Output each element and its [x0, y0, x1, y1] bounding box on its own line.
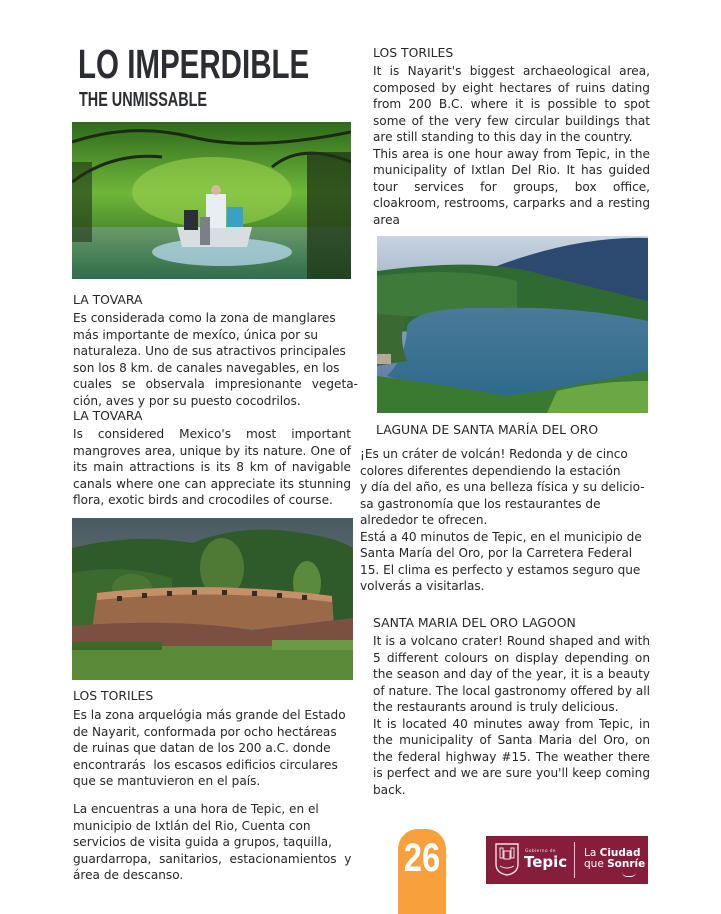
laguna-heading-en: SANTA MARIA DEL ORO LAGOON — [373, 615, 576, 630]
paragraph: It is a volcano crater! Round shaped and with 5 different colours on display depending on the season and day of the year, it is a beauty of nature. The local gastronomy offered by all the restaurants around is truly delicious. — [373, 634, 650, 714]
text-line: que se mantuvieron en el país. — [73, 774, 261, 788]
slogan-part: La — [584, 847, 600, 859]
crest-icon — [494, 842, 520, 876]
text-line: volverás a visitarlas. — [360, 579, 485, 593]
los-toriles-text-en — [373, 63, 650, 228]
la-tovara-text-es — [73, 310, 358, 409]
text-line: naturaleza. Uno de sus atractivos principales — [73, 344, 346, 358]
text-line: de Nayarit, conformada por ocho hectáreas — [73, 724, 337, 739]
slogan-part: Ciudad — [599, 847, 641, 859]
la-tovara-text-en: Is considered Mexico's most important mangroves area, unique by its nature. One of its main attractions is its 8 km of navigable canals where one can appreciate its stunning flora, exotic birds and crocodiles of course. — [73, 427, 351, 507]
text-line: son los 8 km. de canales navegables, en los — [73, 360, 340, 375]
la-tovara-photo — [72, 122, 351, 279]
text-line: 15. El clima es perfecto y estamos seguro que — [360, 562, 641, 577]
la-tovara-heading-es: LA TOVARA — [73, 292, 143, 307]
page-number: 26 — [403, 836, 441, 880]
la-tovara-heading-en: LA TOVARA — [73, 408, 143, 423]
paragraph: This area is one hour away from Tepic, in the municipality of Ixtlan Del Rio. It has guided tour services for groups, box office, cloakroom, restrooms, carparks and a resting area — [373, 146, 650, 227]
text-line: área de descanso. — [73, 868, 184, 882]
laguna-heading-es: LAGUNA DE SANTA MARÍA DEL ORO — [376, 422, 599, 437]
paragraph: It is Nayarit's biggest archaeological area, composed by eight hectares of ruins dating from 200 B.C. where it is possible to spot some of the very few circular buildings that are still standing to this day in the country. — [373, 64, 650, 144]
tepic-logo — [486, 836, 648, 884]
text-line: cuales se observala impresionante vegeta- — [73, 377, 358, 391]
logo-slogan — [584, 848, 645, 870]
slogan-part: Sonríe — [607, 858, 646, 870]
paragraph: It is located 40 minutes away from Tepic, in the municipality of Santa Maria del Oro, on the federal highway #15. The weather there is perfect and we are sure you'll keep coming back. — [373, 716, 650, 797]
text-line: Santa María del Oro, por la Carretera Federal — [360, 546, 633, 560]
los-toriles-photo — [72, 518, 353, 680]
text-line: colores diferentes dependiendo la estación — [360, 463, 621, 478]
los-toriles-heading-en: LOS TORILES — [373, 45, 454, 60]
text-line: municipio de Ixtlán del Rio, Cuenta con — [73, 818, 311, 833]
los-toriles-text-es-2 — [73, 801, 358, 884]
text-line: ¡Es un cráter de volcán! Redonda y de cinco — [360, 447, 628, 461]
text-line: encontrarás los escasos edificios circulares — [73, 757, 338, 772]
text-line: sa gastronomía que los restaurantes de — [360, 496, 601, 511]
text-line: Es la zona arquelógia más grande del Estado — [73, 708, 346, 722]
text-line: de ruinas que datan de los 200 a.C. donde — [73, 741, 331, 755]
logo-divider — [574, 842, 575, 878]
text-line: servicios de visita guida a grupos, taquilla, — [73, 835, 333, 849]
page-subtitle: THE UNMISSABLE — [79, 89, 208, 111]
text-line: alrededor te ofrecen. — [360, 513, 488, 527]
laguna-text-en — [373, 633, 650, 798]
logo-city-name: Tepic — [524, 853, 568, 871]
logo-small-text: Gobierno de — [525, 849, 556, 854]
text-line: Está a 40 minutos de Tepic, en el municipio de — [360, 529, 642, 544]
text-line: Es considerada como la zona de manglares — [73, 311, 336, 325]
text-line: más importante de mexíco, única por su — [73, 327, 319, 342]
smile-icon — [622, 872, 636, 877]
page-title: LO IMPERDIBLE — [78, 41, 310, 87]
text-line: guardarropa, sanitarios, estacionamientos y — [73, 851, 352, 866]
los-toriles-heading-es: LOS TORILES — [73, 688, 154, 703]
laguna-santa-maria-photo — [377, 236, 648, 413]
text-line: ción, aves y por su puesto cocodrilos. — [73, 393, 301, 408]
laguna-text-es — [360, 446, 655, 595]
los-toriles-text-es — [73, 707, 358, 790]
slogan-part: que — [584, 858, 608, 870]
text-line: La encuentras a una hora de Tepic, en el — [73, 802, 319, 816]
text-line: y día del año, es una belleza física y su delicio- — [360, 480, 645, 494]
